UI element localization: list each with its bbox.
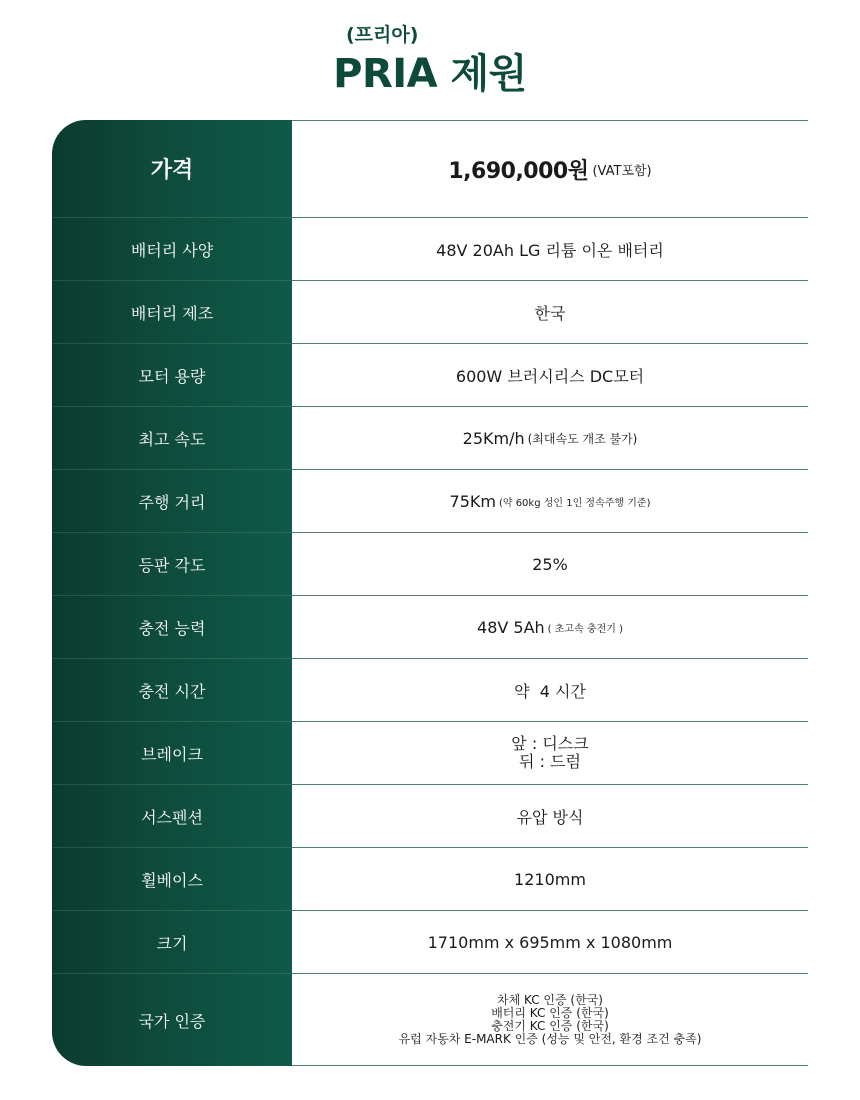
spec-value-battery-origin	[292, 280, 808, 343]
spec-label-charger: 충전 능력	[52, 595, 292, 658]
spec-label-suspension: 서스펜션	[52, 784, 292, 847]
spec-label-motor: 모터 용량	[52, 343, 292, 406]
spec-label-battery-spec: 배터리 사양	[52, 217, 292, 280]
spec-label-size: 크기	[52, 910, 292, 973]
spec-value-suspension	[292, 784, 808, 847]
wheelbase-value: 1210mm	[514, 869, 586, 889]
price-value: 1,690,000원	[448, 158, 589, 184]
brake-front-value: 앞 : 디스크	[511, 734, 589, 753]
spec-value-brake	[292, 721, 808, 784]
spec-label-top-speed: 최고 속도	[52, 406, 292, 469]
cert-body: 차체 KC 인증 (한국)	[497, 992, 603, 1007]
battery-origin-value: 한국	[534, 303, 566, 323]
charger-value: 48V 5Ah	[477, 617, 545, 637]
spec-table	[52, 120, 808, 1066]
spec-label-charge-time: 충전 시간	[52, 658, 292, 721]
top-speed-value: 25Km/h	[462, 428, 525, 448]
spec-value-wheelbase	[292, 847, 808, 910]
suspension-value: 유압 방식	[516, 807, 584, 827]
spec-value-range	[292, 469, 808, 532]
climb-value: 25%	[532, 554, 568, 574]
spec-label-range: 주행 거리	[52, 469, 292, 532]
spec-value-battery-spec	[292, 217, 808, 280]
spec-value-top-speed	[292, 406, 808, 469]
spec-value-climb	[292, 532, 808, 595]
spec-label-certification: 국가 인증	[52, 973, 292, 1066]
range-note: (약 60kg 성인 1인 정속주행 기준)	[498, 497, 651, 509]
cert-battery: 배터리 KC 인증 (한국)	[491, 1005, 609, 1020]
spec-value-charger	[292, 595, 808, 658]
charger-note: ( 초고속 충전기 )	[547, 623, 623, 635]
spec-label-wheelbase: 휠베이스	[52, 847, 292, 910]
cert-charger: 충전기 KC 인증 (한국)	[491, 1018, 609, 1033]
spec-value-motor	[292, 343, 808, 406]
cert-emark: 유럽 자동차 E-MARK 인증 (성능 및 안전, 환경 조건 충족)	[398, 1031, 702, 1046]
spec-value-certification	[292, 973, 808, 1066]
spec-value-column	[292, 120, 808, 1066]
top-speed-note: (최대속도 개조 불가)	[527, 431, 638, 446]
spec-label-climb: 등판 각도	[52, 532, 292, 595]
page-subtitle: (프리아)	[346, 24, 419, 46]
spec-label-column	[52, 120, 292, 1066]
spec-label-price: 가격	[150, 158, 194, 183]
spec-label-brake: 브레이크	[52, 721, 292, 784]
spec-value-price	[292, 120, 808, 217]
spec-value-size	[292, 910, 808, 973]
range-value: 75Km	[449, 491, 496, 511]
battery-spec-value: 48V 20Ah LG 리튬 이온 배터리	[436, 240, 664, 260]
spec-value-charge-time	[292, 658, 808, 721]
size-value: 1710mm x 695mm x 1080mm	[427, 932, 673, 952]
price-note: (VAT포함)	[592, 163, 652, 179]
motor-value: 600W 브러시리스 DC모터	[455, 366, 645, 386]
charge-time-value: 약 4 시간	[514, 681, 586, 701]
spec-label-battery-origin: 배터리 제조	[52, 280, 292, 343]
page-title: PRIA 제원	[333, 51, 527, 97]
brake-rear-value: 뒤 : 드럼	[519, 752, 581, 771]
